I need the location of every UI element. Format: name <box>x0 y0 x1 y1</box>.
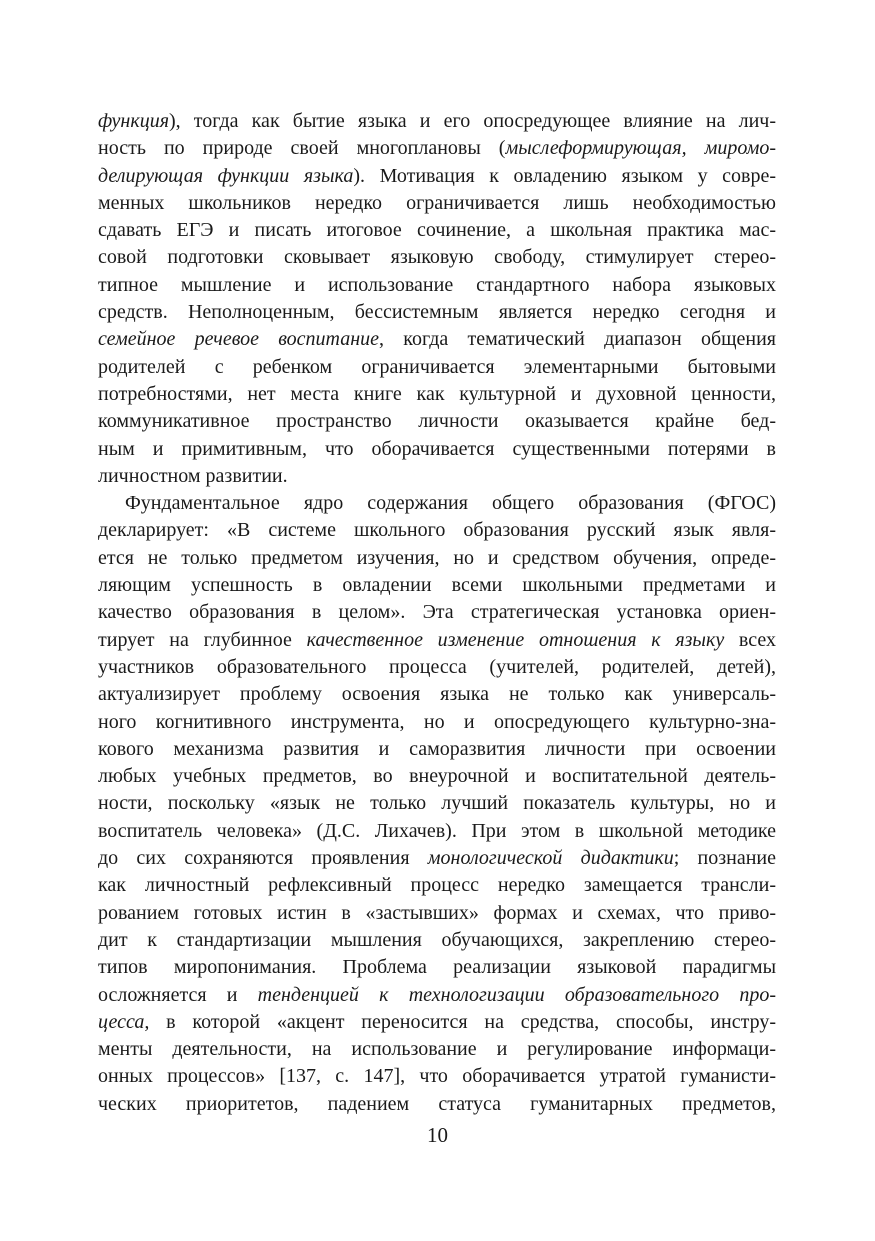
italic-text: тенденцией к технологизации образовательного про- <box>257 983 776 1006</box>
paragraph <box>98 490 776 1118</box>
text-run: ется не только предметом изучения, но и средством обучения, опреде- <box>98 546 776 569</box>
text-run: любых учебных предметов, во внеурочной и воспитательной деятель- <box>98 765 776 788</box>
paragraph <box>98 108 776 490</box>
text-line <box>98 408 776 435</box>
text-line <box>98 954 776 981</box>
text-line <box>98 982 776 1009</box>
text-run: ). Мотивация к овладению языком у совре- <box>353 164 777 187</box>
text-line <box>98 818 776 845</box>
text-run: типное мышление и использование стандартного набора языковых <box>98 273 776 296</box>
text-run: осложняется и <box>98 983 258 1006</box>
text-run: ным и примитивным, что оборачивается существенными потерями в <box>98 437 776 460</box>
text-line <box>98 1063 776 1090</box>
text-line <box>98 790 776 817</box>
text-run: ности, поскольку «язык не только лучший показатель культуры, но и <box>98 792 776 815</box>
text-run: ность по природе своей многоплановы ( <box>98 137 506 160</box>
page-number: 10 <box>427 1123 448 1147</box>
text-line <box>98 244 776 271</box>
text-line <box>98 900 776 927</box>
text-run: менных школьников нередко ограничивается лишь необходимостью <box>98 191 776 214</box>
text-line <box>98 872 776 899</box>
page-body-text <box>98 108 776 1118</box>
text-run: , когда тематический диапазон общения <box>379 328 776 351</box>
text-line <box>98 599 776 626</box>
text-run: Фундаментальное ядро содержания общего образования (ФГОС) <box>125 492 776 515</box>
italic-text: функция <box>98 110 169 132</box>
text-run: в которой «акцент переносится на средства, способы, инстру- <box>149 1010 776 1033</box>
text-line <box>98 1009 776 1036</box>
text-line <box>98 217 776 244</box>
text-run: личностном развитии. <box>98 464 288 487</box>
text-run: тирует на глубинное <box>98 628 307 651</box>
text-line <box>98 736 776 763</box>
text-line <box>98 517 776 544</box>
text-run: воспитатель человека» (Д.С. Лихачев). При этом в школьной методике <box>98 819 776 842</box>
text-line <box>98 163 776 190</box>
text-run: ного когнитивного инструмента, но и опосредующего культурно-зна- <box>98 710 776 733</box>
text-line <box>98 1091 776 1118</box>
text-run: коммуникативное пространство личности оказывается крайне бед- <box>98 410 776 433</box>
text-run: рованием готовых истин в «застывших» формах и схемах, что приво- <box>98 901 776 924</box>
text-line <box>98 463 776 490</box>
text-line <box>98 135 776 162</box>
text-line <box>98 572 776 599</box>
text-run: совой подготовки сковывает языковую свободу, стимулирует стерео- <box>98 246 776 269</box>
text-line <box>98 272 776 299</box>
italic-text: делирующая функции языка <box>98 164 354 187</box>
text-run: родителей с ребенком ограничивается элементарными бытовыми <box>98 355 776 378</box>
text-line <box>98 354 776 381</box>
text-line <box>98 545 776 572</box>
text-run: менты деятельности, на использование и регулирование информаци- <box>98 1038 776 1061</box>
text-run: как личностный рефлексивный процесс нередко замещается трансли- <box>98 874 776 897</box>
text-line <box>98 326 776 353</box>
text-run: сдавать ЕГЭ и писать итоговое сочинение, а школьная практика мас- <box>98 219 776 242</box>
text-run: всех <box>724 628 776 651</box>
text-run: ), тогда как бытие языка и его опосредующее влияние на лич- <box>169 110 776 132</box>
text-run: кового механизма развития и саморазвития личности при освоении <box>98 737 776 760</box>
italic-text: цесса, <box>98 1010 150 1033</box>
text-line <box>98 763 776 790</box>
italic-text: качественное изменение отношения к языку <box>306 628 725 651</box>
text-line <box>98 927 776 954</box>
text-run: потребностями, нет места книге как культурной и духовной ценности, <box>98 382 776 405</box>
text-line <box>98 681 776 708</box>
text-run: декларирует: «В системе школьного образования русский язык явля- <box>98 519 776 542</box>
text-line <box>98 654 776 681</box>
text-run: дит к стандартизации мышления обучающихся, закреплению стерео- <box>98 928 776 951</box>
text-line <box>98 436 776 463</box>
text-line <box>98 845 776 872</box>
text-line <box>98 1036 776 1063</box>
text-line <box>98 190 776 217</box>
text-run: участников образовательного процесса (учителей, родителей, детей), <box>98 655 776 678</box>
italic-text: монологической дидактики <box>427 847 674 870</box>
text-run: средств. Неполноценным, бессистемным является нередко сегодня и <box>98 301 776 324</box>
italic-text: семейное речевое воспитание <box>98 328 380 351</box>
italic-text: мыслеформирующая, миромо- <box>505 137 776 160</box>
text-run: ляющим успешность в овладении всеми школьными предметами и <box>98 574 776 597</box>
text-run: онных процессов» [137, с. 147], что оборачивается утратой гуманисти- <box>98 1065 776 1088</box>
text-run: актуализирует проблему освоения языка не только как универсаль- <box>98 683 776 706</box>
text-line <box>98 108 776 135</box>
text-run: ; познание <box>673 847 776 870</box>
text-run: качество образования в целом». Эта стратегическая установка ориен- <box>98 601 776 624</box>
text-line <box>98 709 776 736</box>
text-line <box>98 381 776 408</box>
text-run: до сих сохраняются проявления <box>98 847 428 870</box>
text-line <box>98 299 776 326</box>
text-run: ческих приоритетов, падением статуса гуманитарных предметов, <box>98 1092 776 1115</box>
text-run: типов миропонимания. Проблема реализации языковой парадигмы <box>98 956 776 979</box>
text-line <box>98 627 776 654</box>
text-line <box>98 490 776 517</box>
